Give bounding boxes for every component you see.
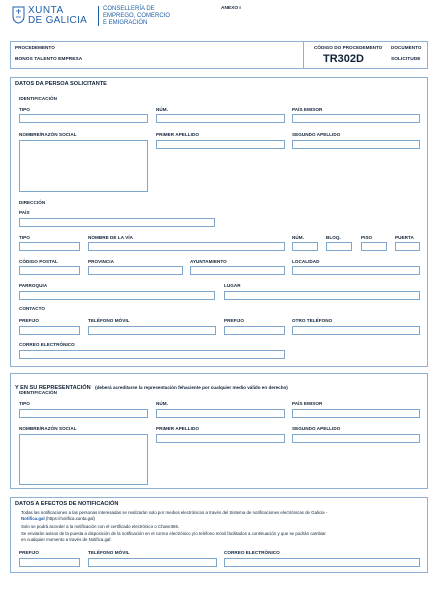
contacto-label: CONTACTO (19, 306, 46, 311)
telefono-movil-field[interactable] (88, 326, 216, 335)
department-line1: CONSELLERÍA DE (103, 6, 155, 12)
header-divider (98, 6, 99, 26)
rep-primer-apellido-field[interactable] (156, 434, 285, 443)
provincia-label: PROVINCIA (88, 259, 114, 264)
logo-line2: DE GALICIA (28, 15, 88, 26)
provincia-field[interactable] (88, 266, 183, 275)
nombre-via-field[interactable] (88, 242, 285, 251)
num-label: NÚM. (156, 107, 168, 112)
bloq-label: BLOQ. (326, 235, 341, 240)
ayuntamiento-field[interactable] (190, 266, 285, 275)
identification-label: IDENTIFICACIÓN (19, 96, 57, 101)
piso-field[interactable] (361, 242, 387, 251)
rep-primer-apellido-label: PRIMER APELLIDO (156, 426, 199, 431)
parroquia-label: PARROQUIA (19, 283, 48, 288)
procedure-code-label: CÓDIGO DO PROCEDEMENTO (314, 45, 383, 50)
document-label: DOCUMENTO (391, 45, 422, 50)
department-name (103, 6, 170, 26)
prefijo1-field[interactable] (19, 326, 80, 335)
otro-telefono-field[interactable] (292, 326, 420, 335)
rep-nombre-field[interactable] (19, 434, 148, 485)
telefono-movil-label: TELÉFONO MÓVIL (88, 318, 130, 323)
notification-line2 (21, 516, 95, 521)
notification-line3: Solo se podrá acceder a la notificación con el certificado electrónico o Chave365. (21, 524, 180, 529)
notif-prefijo-label: PREFIJO (19, 550, 40, 555)
notification-line4: Se enviarán avisos de la puesta a disposición de la notificación en el correo electrónico y/o teléfono móvil facilitados a continuación y que se podrán cambiar (21, 531, 326, 536)
rep-tipo-field[interactable] (19, 409, 148, 418)
notification-line1: Todas las notificaciones a las personas interesadas se realizarán solo por medios electrónicos a través del Sistema de notificaciones electrónicas de Galicia - (21, 510, 328, 515)
notif-telefono-field[interactable] (88, 558, 217, 567)
prefijo2-label: PREFIJO (224, 318, 245, 323)
lugar-label: LUGAR (224, 283, 241, 288)
tipo-field[interactable] (19, 114, 148, 123)
annex-label: ANEXO I (221, 6, 241, 11)
nombre-field[interactable] (19, 140, 148, 192)
rep-pais-emisor-field[interactable] (292, 409, 420, 418)
rep-tipo-label: TIPO (19, 401, 30, 406)
correo-label: CORREO ELECTRÓNICO (19, 342, 75, 347)
rep-segundo-apellido-label: SEGUNDO APELLIDO (292, 426, 341, 431)
rep-pais-emisor-label: PAÍS EMISOR (292, 401, 323, 406)
num-via-label: NÚM. (292, 235, 304, 240)
document-value: SOLICITUDE (391, 57, 421, 62)
pais-field[interactable] (19, 218, 215, 227)
primer-apellido-field[interactable] (156, 140, 285, 149)
rep-num-field[interactable] (156, 409, 285, 418)
segundo-apellido-label: SEGUNDO APELLIDO (292, 132, 341, 137)
rep-identification-label: IDENTIFICACIÓN (19, 390, 57, 395)
procedure-divider (303, 41, 304, 69)
notif-correo-field[interactable] (224, 558, 420, 567)
notifica-link[interactable]: Notifica.gal (21, 516, 45, 521)
xunta-logo (12, 5, 102, 29)
piso-label: PISO (361, 235, 373, 240)
bloq-field[interactable] (326, 242, 352, 251)
notif-prefijo-field[interactable] (19, 558, 80, 567)
tipo-label: TIPO (19, 107, 30, 112)
procedure-label: PROCEDEMENTO (15, 45, 55, 50)
notification-title: DATOS A EFECTOS DE NOTIFICACIÓN (15, 501, 119, 507)
num-via-field[interactable] (292, 242, 318, 251)
lugar-field[interactable] (224, 291, 420, 300)
applicant-title: DATOS DA PERSOA SOLICITANTE (15, 81, 107, 87)
notifica-url: (https://notifica.xunta.gal) (44, 516, 95, 521)
parroquia-field[interactable] (19, 291, 215, 300)
localidad-field[interactable] (292, 266, 420, 275)
department-line3: E EMIGRACIÓN (103, 19, 148, 26)
galicia-shield-icon (12, 6, 25, 24)
direccion-label: DIRECCIÓN (19, 200, 46, 205)
ayuntamiento-label: AYUNTAMIENTO (190, 259, 227, 264)
tipo-via-field[interactable] (19, 242, 80, 251)
pais-label: PAÍS (19, 210, 30, 215)
prefijo2-field[interactable] (224, 326, 285, 335)
codigo-postal-label: CÓDIGO POSTAL (19, 259, 58, 264)
notif-correo-label: CORREO ELECTRÓNICO (224, 550, 280, 555)
correo-field[interactable] (19, 350, 285, 359)
rep-segundo-apellido-field[interactable] (292, 434, 420, 443)
localidad-label: LOCALIDAD (292, 259, 320, 264)
pais-emisor-label: PAÍS EMISOR (292, 107, 323, 112)
nombre-via-label: NOMBRE DE LA VÍA (88, 235, 134, 240)
department-line2: EMPREGO, COMERCIO (103, 12, 171, 19)
representation-title-note: (deberá acreditarse la representación fehaciente por cualquier medio válido en derecho) (95, 385, 288, 390)
tipo-via-label: TIPO (19, 235, 30, 240)
primer-apellido-label: PRIMER APELLIDO (156, 132, 199, 137)
procedure-value: BONOS TALENTO EMPRESA (15, 57, 83, 62)
notification-line5: en cualquier momento a través de Notifica.gal: (21, 537, 112, 542)
puerta-field[interactable] (395, 242, 420, 251)
procedure-code-value: TR302D (323, 53, 364, 65)
pais-emisor-field[interactable] (292, 114, 420, 123)
segundo-apellido-field[interactable] (292, 140, 420, 149)
codigo-postal-field[interactable] (19, 266, 80, 275)
notif-telefono-label: TELÉFONO MÓVIL (88, 550, 130, 555)
otro-telefono-label: OTRO TELÉFONO (292, 318, 333, 323)
rep-num-label: NÚM. (156, 401, 168, 406)
nombre-label: NOMBRE/RAZÓN SOCIAL (19, 132, 77, 137)
representation-title-text: Y EN SU REPRESENTACIÓN (15, 385, 91, 391)
puerta-label: PUERTA (395, 235, 414, 240)
rep-nombre-label: NOMBRE/RAZÓN SOCIAL (19, 426, 77, 431)
logo-line1: XUNTA (28, 5, 64, 16)
prefijo1-label: PREFIJO (19, 318, 40, 323)
num-field[interactable] (156, 114, 285, 123)
